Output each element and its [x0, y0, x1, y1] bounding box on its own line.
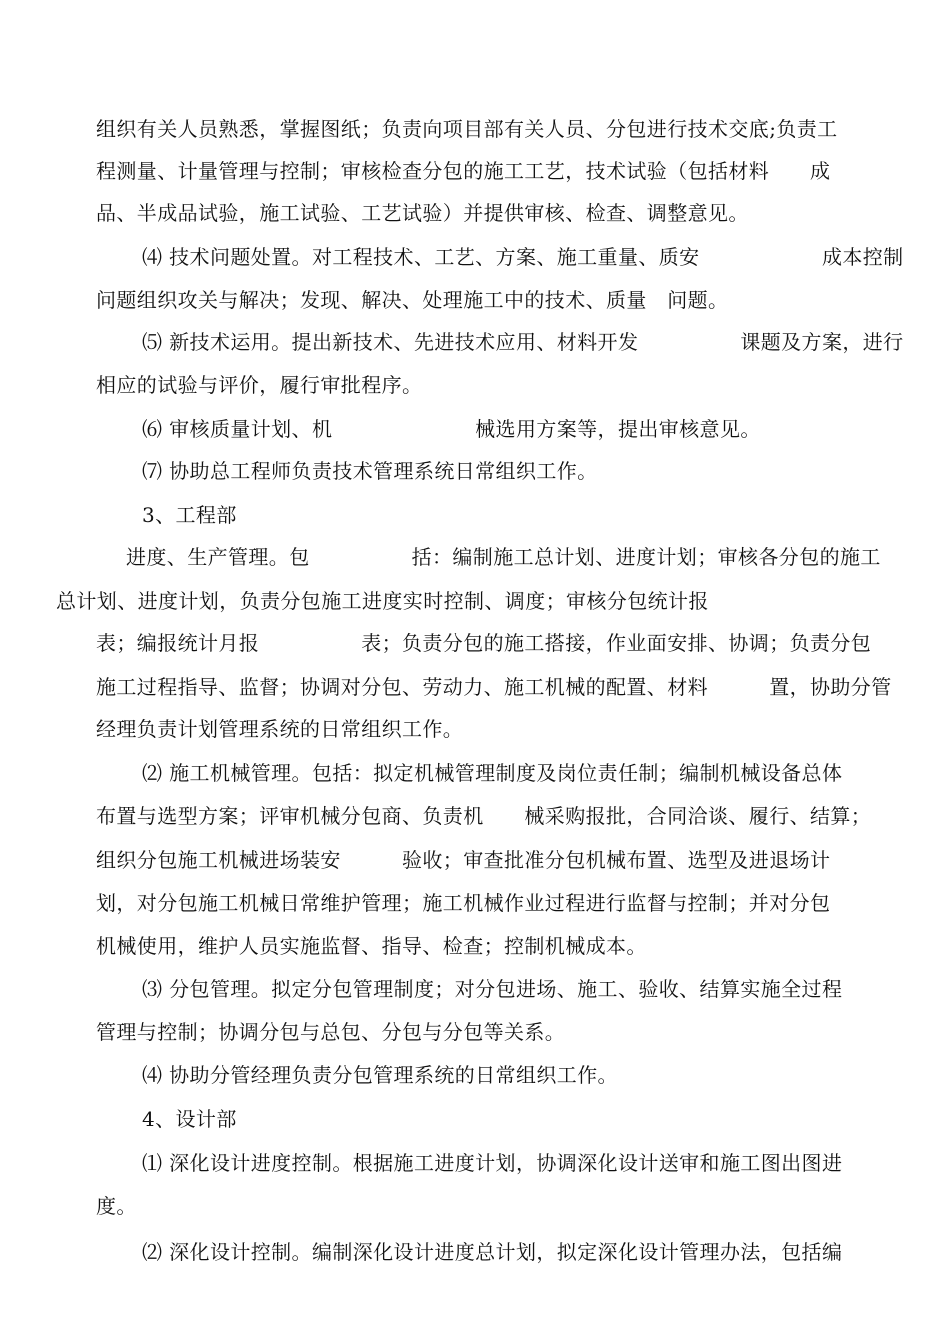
text-line-9: ⑺ 协助总工程师负责技术管理系统日常组织工作。 [142, 459, 598, 483]
text-line-22: 管理与控制；协调分包与总包、分包与分包等关系。 [96, 1020, 566, 1044]
text-line-6: ⑸ 新技术运用。提出新技术、先进技术应用、材料开发 课题及方案，进行 [142, 330, 904, 354]
text-line-16: ⑵ 施工机械管理。包括：拟定机械管理制度及岗位责任制；编制机械设备总体 [142, 761, 843, 785]
text-line-11: 进度、生产管理。包 括：编制施工总计划、进度计划；审核各分包的施工 [126, 545, 881, 569]
text-line-7: 相应的试验与评价，履行审批程序。 [96, 373, 423, 397]
text-line-14: 施工过程指导、监督；协调对分包、劳动力、施工机械的配置、材料 置，协助分管 [96, 675, 892, 699]
text-line-13: 表；编报统计月报 表；负责分包的施工搭接，作业面安排、协调；负责分包 [96, 631, 872, 655]
text-line-25: ⑴ 深化设计进度控制。根据施工进度计划，协调深化设计送审和施工图出图进 [142, 1151, 843, 1175]
text-line-15: 经理负责计划管理系统的日常组织工作。 [96, 717, 464, 741]
text-line-1: 组织有关人员熟悉，掌握图纸；负责向项目部有关人员、分包进行技术交底;负责工 [96, 117, 838, 141]
text-line-8: ⑹ 审核质量计划、机 械选用方案等，提出审核意见。 [142, 417, 761, 441]
text-line-4: ⑷ 技术问题处置。对工程技术、工艺、方案、施工重量、质安 成本控制 [142, 245, 904, 269]
section-heading-engineering: 3、工程部 [142, 503, 237, 527]
text-line-21: ⑶ 分包管理。拟定分包管理制度；对分包进场、施工、验收、结算实施全过程 [142, 977, 843, 1001]
text-line-5: 问题组织攻关与解决；发现、解决、处理施工中的技术、质量 问题。 [96, 288, 729, 312]
text-line-27: ⑵ 深化设计控制。编制深化设计进度总计划，拟定深化设计管理办法，包括编 [142, 1240, 843, 1264]
text-line-26: 度。 [96, 1194, 137, 1218]
text-line-23: ⑷ 协助分管经理负责分包管理系统的日常组织工作。 [142, 1063, 618, 1087]
text-line-3: 品、半成品试验，施工试验、工艺试验）并提供审核、检查、调整意见。 [96, 201, 749, 225]
text-line-20: 机械使用，维护人员实施监督、指导、检查；控制机械成本。 [96, 934, 647, 958]
text-line-17: 布置与选型方案；评审机械分包商、负责机 械采购报批，合同洽谈、履行、结算； [96, 804, 872, 828]
text-line-19: 划，对分包施工机械日常维护管理；施工机械作业过程进行监督与控制；并对分包 [96, 891, 831, 915]
text-line-12: 总计划、进度计划，负责分包施工进度实时控制、调度；审核分包统计报 [56, 589, 709, 613]
text-line-18: 组织分包施工机械进场装安 验收；审查批准分包机械布置、选型及进退场计 [96, 848, 831, 872]
section-heading-design: 4、设计部 [142, 1107, 237, 1131]
text-line-2: 程测量、计量管理与控制；审核检查分包的施工工艺，技术试验（包括材料 成 [96, 159, 831, 183]
